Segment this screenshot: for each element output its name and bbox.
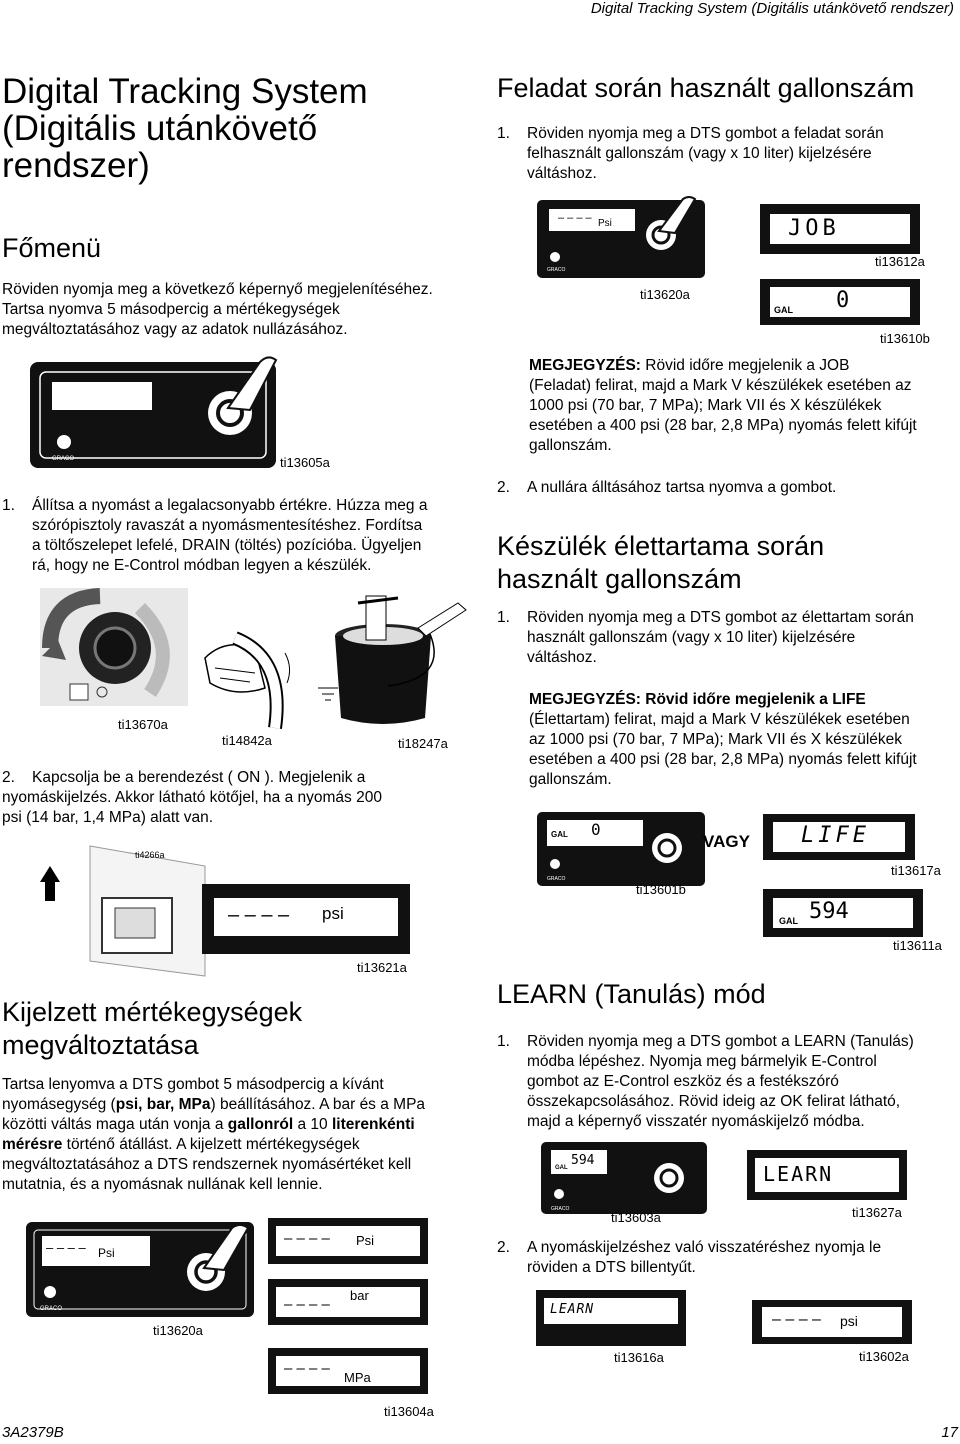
life-step-1 [497,608,957,668]
emphasis-run: literenkénti [331,1116,415,1133]
text-run: megváltoztatásához a DTS rendszernek nyomásértéket kell [2,1156,412,1173]
gal-label: GAL [779,916,798,926]
panel-unit: Psi [598,218,612,229]
text-line: Röviden nyomja meg a DTS gombot a LEARN (Tanulás) [527,1033,914,1050]
text-line: esetében a 400 psi (28 bar, 2,8 MPa) nyomás felett kifújt [529,417,917,434]
running-header: Digital Tracking System (Digitális utánkövető rendszer) [590,0,954,17]
text-line [2,1115,472,1135]
note-label: MEGJEGYZÉS: [529,691,641,708]
text-line [2,1155,472,1175]
text-line [2,1075,472,1095]
display-screen [773,822,905,852]
text-line: az 1000 psi (70 bar, 7 MPa); Mark VII és X készülékek [529,731,903,748]
text-run: történő átállást. A kijelzett mértékegységek [62,1136,360,1153]
text-line: Röviden nyomja meg a következő képernyő megjelenítéséhez. [2,281,433,298]
panel-unit: Psi [98,1246,115,1260]
job-display [760,204,920,254]
emphasis-run: mérésre [2,1136,63,1153]
section-heading-job: Feladat során használt gallonszám [497,73,915,103]
step-1 [2,496,472,576]
figure-label: ti13603a [611,1210,661,1225]
job-note [529,356,959,456]
step-number: 1. [2,497,15,514]
step-number: 1. [497,1033,510,1050]
figure-label: ti18247a [398,736,448,751]
text-line: nyomáskijelzés. Akkor látható kötőjel, ha a nyomás 200 [2,789,382,806]
text-run: a 10 [293,1116,332,1133]
display-screen [276,1226,420,1256]
dts-panel-figure [537,808,717,888]
text-line: 1000 psi (70 bar, 7 MPa); Mark VII és X készülékek [529,397,882,414]
text-line: Kapcsolja be a berendezést ( ON ). Megjelenik a [32,769,366,786]
pressure-display [202,884,410,954]
text-line: Tartsa nyomva 5 másodpercig a mértékegységek [2,301,340,318]
text-line [2,1095,472,1115]
step-number: 2. [2,769,15,786]
life-display [763,814,915,860]
gallon-display [760,279,920,325]
text-line: a töltőszelepet lefelé, DRAIN (töltés) pozícióba. Ügyeljen [32,537,422,554]
figure-label: ti13620a [640,287,690,302]
display-screen [762,1307,902,1337]
job-step-1 [497,124,957,184]
figure-label: ti13612a [875,254,925,269]
display-screen [770,287,910,317]
dts-panel-figure [537,195,717,280]
text-run: közötti váltás maga után vonja a [2,1116,228,1133]
section-heading-life [497,530,824,596]
life-note [529,690,959,790]
step-number: 2. [497,1239,510,1256]
gal-value: 0 [591,820,601,839]
page-title-line: Digital Tracking System [2,72,368,111]
panel-dashes: – – – – [46,1240,86,1255]
text-line: módba lépéshez. Nyomja meg bármelyik E-Control [527,1053,877,1070]
text-line: szórópisztoly ravaszát a nyomásmentesítéshez. Fordítsa [32,517,423,534]
figure-label: ti14842a [222,733,272,748]
step-2 [2,768,472,828]
text-line: gallonszám. [529,437,612,454]
display-unit: MPa [344,1370,371,1385]
text-line: rá, hogy ne E-Control módban legyen a készülék. [32,557,372,574]
gal-value: 594 [809,899,849,924]
emphasis-run: psi, bar, MPa [115,1096,211,1113]
figure-label: ti13601b [636,882,686,897]
text-line: váltáshoz. [527,649,597,666]
figure-label: ti13617a [891,863,941,878]
display-screen [544,1298,678,1324]
step-number: 1. [497,609,510,626]
unit-display-mpa [268,1348,428,1394]
text-line: majd a képernyő visszatér nyomáskijelző módba. [527,1113,865,1130]
dts-panel-figure [541,1140,721,1218]
display-dashes: – – – – [284,1360,330,1377]
job-step-2 [497,478,957,498]
text-line: röviden a DTS billentyűt. [527,1259,696,1276]
text-line: felhasznált gallonszám (vagy x 10 liter) kijelzésére [527,145,872,162]
display-text: LIFE [801,823,870,848]
heading-line: Készülék élettartama során [497,531,825,561]
display-unit: Psi [356,1233,375,1248]
brand-logo-text: GRACO [52,456,75,462]
section-heading-main-menu: Főmenü [2,233,102,263]
brand-logo-text: GRACO [547,267,566,273]
text-line: Röviden nyomja meg a DTS gombot a feladat során [527,125,884,142]
display-dashes: – – – – [284,1230,330,1247]
display-screen [770,214,910,244]
learn-panel-display [536,1290,686,1346]
display-text: LEARN [550,1302,595,1317]
text-line: gombot az E-Control eszköz és a festékszóró [527,1073,839,1090]
step-number: 1. [497,125,510,142]
page-number: 17 [941,1424,958,1441]
main-menu-text [2,280,433,340]
dts-panel-figure [28,350,318,470]
unit-display-psi [268,1218,428,1264]
text-run: ) beállításához. A bar és a MPa [210,1096,426,1113]
learn-display [747,1150,907,1200]
section-heading-learn: LEARN (Tanulás) mód [497,979,766,1009]
display-screen [276,1287,420,1317]
display-unit: bar [350,1288,369,1303]
unit-display-bar [268,1279,428,1325]
text-line: A nyomáskijelzéshez való visszatéréshez nyomja le [527,1239,882,1256]
display-dashes: – – – – [284,1296,330,1313]
brand-logo-text: GRACO [40,1306,63,1312]
figure-label: ti13610b [880,331,930,346]
panel-dashes: – – – – [558,212,592,224]
power-switch-illustration [40,836,210,986]
note-label: MEGJEGYZÉS: [529,357,641,374]
doc-number: 3A2379B [2,1424,64,1441]
gal-label: GAL [551,830,568,839]
figure-label: ti13602a [859,1349,909,1364]
figure-label: ti13621a [357,960,407,975]
text-line: Rövid időre megjelenik a JOB [640,357,850,374]
prime-valve-illustration [195,628,305,728]
display-screen [755,1158,899,1192]
emphasis-run: gallonról [227,1116,294,1133]
learn-step-1 [497,1032,957,1132]
figure-label: ti13611a [893,938,942,953]
gal-value: 0 [836,288,850,313]
gal-value: 594 [571,1153,595,1168]
text-line: (Élettartam) felirat, majd a Mark V készülékek esetében [529,711,910,728]
text-line: összekapcsolásához. Rövid ideig az OK felirat látható, [527,1093,901,1110]
page-title-line: (Digitális utánkövető [2,109,318,148]
psi-display [752,1300,912,1344]
brand-logo-text: GRACO [547,876,566,882]
display-dashes: – – – – [772,1311,821,1328]
page-title [2,73,368,184]
dts-panel-figure [26,1222,266,1322]
gal-label: GAL [774,305,793,315]
text-line: esetében a 400 psi (28 bar, 2,8 MPa) nyomás felett kifújt [529,751,917,768]
heading-line: Kijelzett mértékegységek [2,997,303,1027]
text-run: Tartsa lenyomva a DTS gombot 5 másodpercig a kívánt [2,1076,384,1093]
figure-label: ti13605a [280,455,330,470]
gallon-display [763,889,923,937]
text-run: nyomásegység ( [2,1096,116,1113]
figure-label: ti13616a [614,1350,664,1365]
figure-label-small: ti4266a [135,850,165,860]
heading-line: megváltoztatása [2,1030,199,1060]
figure-label: ti13670a [118,717,168,732]
display-screen [773,898,913,928]
drain-valve-illustration [40,588,190,708]
units-paragraph [2,1075,472,1195]
display-text: LEARN [763,1162,834,1186]
learn-step-2 [497,1238,957,1278]
page-title-line: rendszer) [2,146,150,185]
text-run: mutatnia, és a nyomásnak nullának kell lennie. [2,1176,323,1193]
brand-logo-text: GRACO [551,1206,570,1212]
text-line: (Feladat) felirat, majd a Mark V készülékek esetében az [529,377,912,394]
text-line: Rövid időre megjelenik a LIFE [640,691,866,708]
section-heading-units [2,996,302,1062]
text-line: Röviden nyomja meg a DTS gombot az élettartam során [527,609,914,626]
text-line: gallonszám. [529,771,612,788]
text-line [2,1135,472,1155]
step-number: 2. [497,479,510,496]
display-text: JOB [788,216,840,241]
text-line: megváltoztatásához vagy az adatok nullázásához. [2,321,348,338]
figure-label: ti13620a [153,1323,203,1338]
display-dashes: – – – – [228,904,290,926]
display-unit: psi [840,1313,858,1329]
figure-label: ti13627a [852,1205,902,1220]
text-line: használt gallonszám (vagy x 10 liter) kijelzésére [527,629,856,646]
display-screen [214,898,398,936]
text-line: váltáshoz. [527,165,597,182]
gal-label: GAL [555,1165,568,1171]
text-line: A nullára álltásához tartsa nyomva a gombot. [527,479,837,496]
or-text: VAGY [703,832,750,851]
text-line [2,1175,472,1195]
heading-line: használt gallonszám [497,564,742,594]
text-line: Állítsa a nyomást a legalacsonyabb értékre. Húzza meg a [32,497,428,514]
display-screen [276,1356,420,1386]
display-unit: psi [322,904,344,923]
text-line: psi (14 bar, 1,4 MPa) alatt van. [2,809,214,826]
spray-gun-bucket-illustration [318,588,468,738]
figure-label: ti13604a [384,1404,434,1419]
